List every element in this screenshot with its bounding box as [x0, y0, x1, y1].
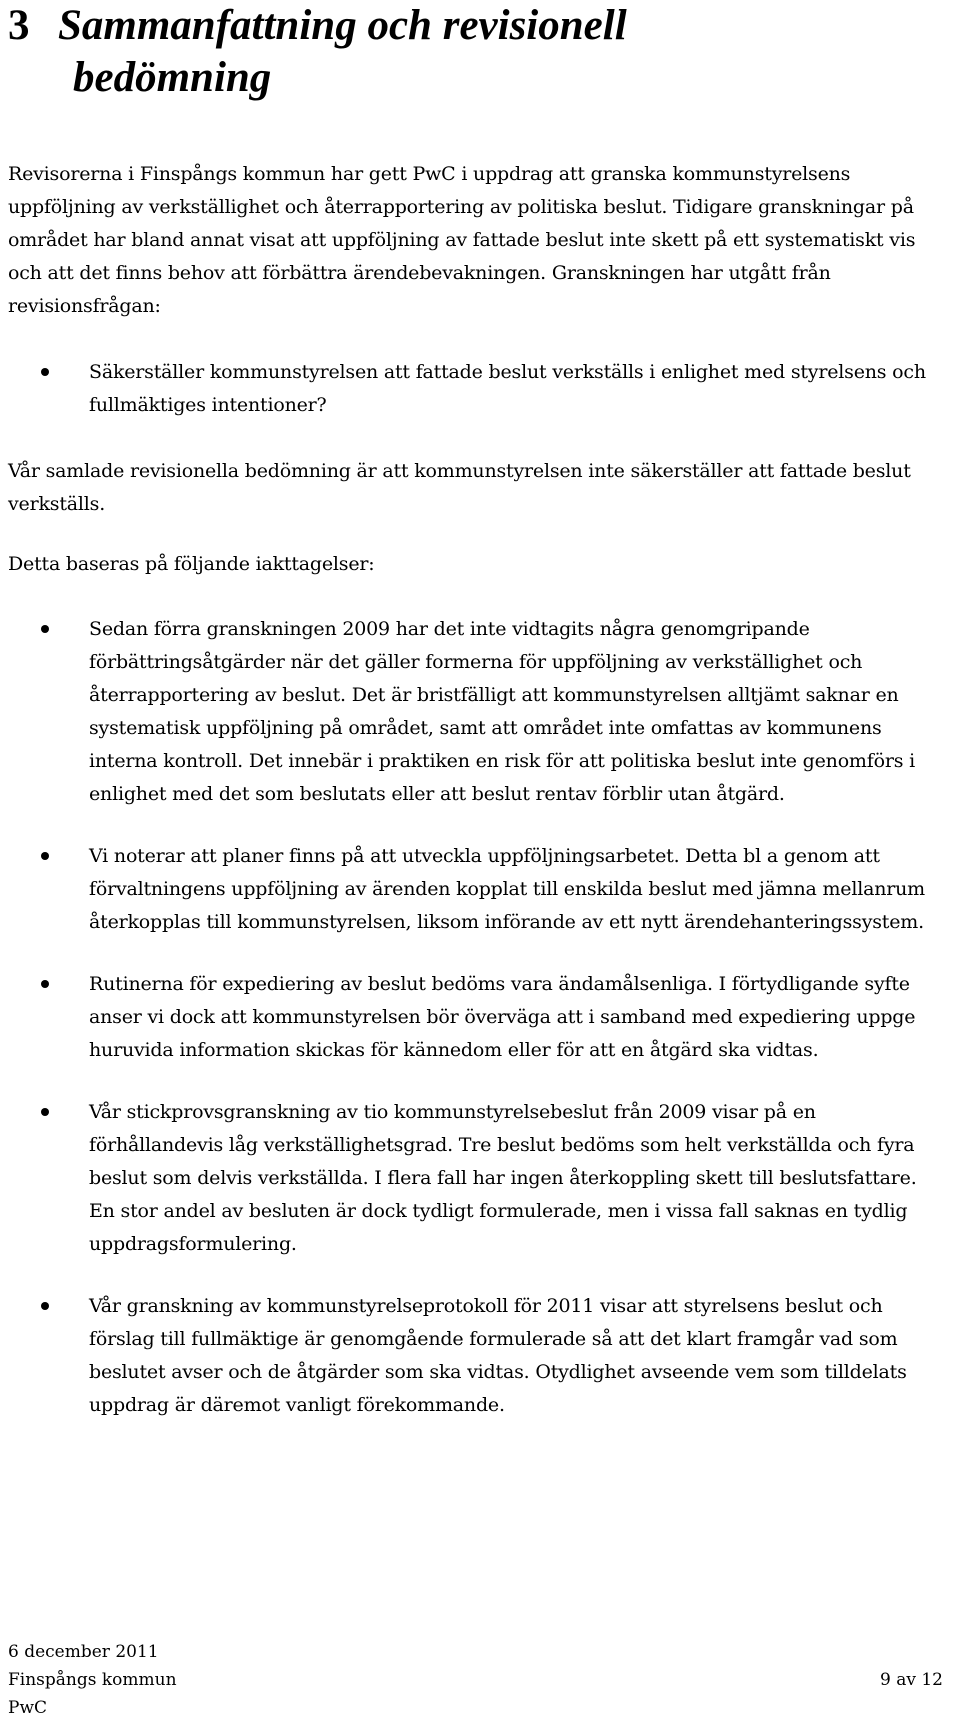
list-item	[8, 356, 943, 422]
observations-intro: Detta baseras på följande iakttagelser:	[8, 553, 375, 575]
page-number: 9 av 12	[880, 1670, 943, 1690]
bullet-icon	[41, 980, 49, 988]
section-heading	[8, 0, 948, 104]
page-footer	[8, 1638, 943, 1722]
list-item	[8, 1096, 943, 1261]
footer-org: PwC	[8, 1698, 47, 1718]
section-title-line1: Sammanfattning och revisionell	[58, 2, 627, 49]
list-item	[8, 840, 943, 939]
assessment-paragraph: Vår samlade revisionella bedömning är att kommunstyrelsen inte säkerställer att fattade beslut verkställs.	[8, 460, 911, 515]
observation-text: Vår granskning av kommunstyrelseprotokoll för 2011 visar att styrelsens beslut och förslag till fullmäktige är genomgående formulerade så att det klart framgår vad som beslutet avser och de åtgärder som ska vidtas. Otydlighet avseende vem som tilldelats uppdrag är däremot vanligt förekommande.	[89, 1295, 907, 1416]
list-item	[8, 968, 943, 1067]
list-item	[8, 613, 943, 811]
observation-text: Vår stickprovsgranskning av tio kommunstyrelsebeslut från 2009 visar på en förhållandevis låg verkställighetsgrad. Tre beslut bedöms som helt verkställda och fyra beslut som delvis verkställda. I flera fall har ingen återkoppling skett till beslutsfattare. En stor andel av besluten är dock tydligt formulerade, men i vissa fall saknas en tydlig uppdragsformulering.	[89, 1101, 917, 1255]
footer-municipality: Finspångs kommun	[8, 1670, 177, 1690]
revision-question: Säkerställer kommunstyrelsen att fattade beslut verkställs i enlighet med styrelsens och fullmäktiges intentioner?	[89, 361, 926, 416]
bullet-icon	[41, 852, 49, 860]
observations-list	[8, 613, 943, 1422]
list-item	[8, 1290, 943, 1422]
observation-text: Vi noterar att planer finns på att utveckla uppföljningsarbetet. Detta bl a genom att förvaltningens uppföljning av ärenden kopplat till enskilda beslut med jämna mellanrum återkopplas till kommunstyrelsen, liksom införande av ett nytt ärendehanteringssystem.	[89, 845, 925, 933]
question-list	[8, 356, 943, 422]
intro-paragraph: Revisorerna i Finspångs kommun har gett PwC i uppdrag att granska kommunstyrelsens uppföljning av verkställighet och återrapportering av politiska beslut. Tidigare granskningar på området har bland annat visat att uppföljning av fattade beslut inte skett på ett systematiskt vis och att det finns behov att förbättra ärendebevakningen. Granskningen har utgått från revisionsfrågan:	[8, 163, 916, 317]
observation-text: Sedan förra granskningen 2009 har det inte vidtagits några genomgripande förbättringsåtgärder när det gäller formerna för uppföljning av verkställighet och återrapportering av beslut. Det är bristfälligt att kommunstyrelsen alltjämt saknar en systematisk uppföljning på området, samt att området inte omfattas av kommunens interna kontroll. Det innebär i praktiken en risk för att politiska beslut inte genomförs i enlighet med det som beslutats eller att beslut rentav förblir utan åtgärd.	[89, 618, 915, 805]
section-title-line2: bedömning	[73, 54, 272, 101]
bullet-icon	[41, 1108, 49, 1116]
bullet-icon	[41, 1302, 49, 1310]
section-number: 3	[8, 2, 30, 49]
footer-row	[8, 1666, 943, 1694]
footer-date: 6 december 2011	[8, 1642, 159, 1662]
bullet-icon	[41, 625, 49, 633]
bullet-icon	[41, 368, 49, 376]
observation-text: Rutinerna för expediering av beslut bedöms vara ändamålsenliga. I förtydligande syfte anser vi dock att kommunstyrelsen bör överväga att i samband med expediering uppge huruvida information skickas för kännedom eller för att en åtgärd ska vidtas.	[89, 973, 916, 1061]
